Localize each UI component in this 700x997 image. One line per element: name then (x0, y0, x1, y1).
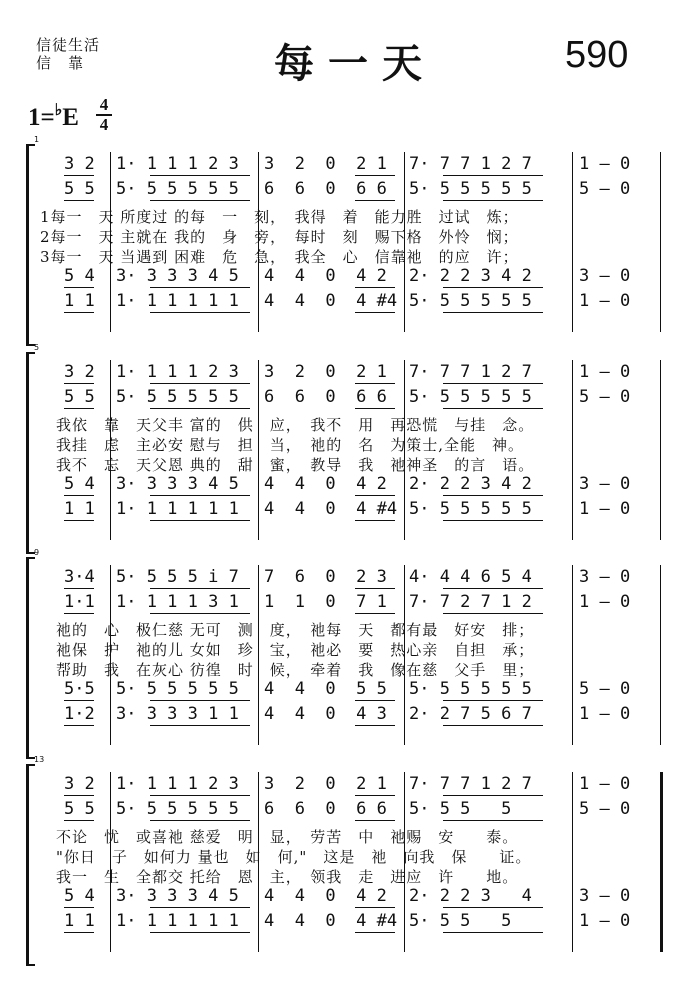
beam (64, 312, 94, 313)
beam (355, 383, 395, 384)
beam (355, 200, 395, 201)
bass-measure: 4 4 0 4 #4 (264, 911, 398, 931)
key-prefix: 1= (28, 104, 55, 131)
tenor-measure: 4 4 0 4 2 (264, 474, 387, 494)
lyric-line: 我依 靠 天父丰 富的 供 应， 我不 用 再恐慌 与挂 念。 (40, 416, 535, 434)
score-system (0, 343, 700, 553)
alto-part (60, 387, 660, 411)
bass-measure: 1·2 (64, 704, 95, 724)
beam (443, 932, 543, 933)
bass-measure: 1· 1 1 1 1 1 (116, 911, 239, 931)
soprano-measure: 7· 7 7 1 2 7 (409, 362, 532, 382)
alto-measure: 1·1 (64, 592, 95, 612)
soprano-measure: 1 – 0 (579, 154, 631, 174)
alto-measure: 5· 5 5 5 5 5 (409, 387, 532, 407)
alto-part (60, 592, 660, 616)
bass-measure: 1 1 (64, 291, 95, 311)
soprano-part (60, 567, 660, 591)
beam (150, 795, 250, 796)
soprano-measure: 1· 1 1 1 2 3 (116, 154, 239, 174)
beam (355, 795, 395, 796)
flat-sign: ♭ (54, 102, 63, 119)
beam (64, 200, 94, 201)
beam (64, 907, 94, 908)
beam (443, 588, 543, 589)
beam (64, 383, 94, 384)
soprano-measure: 3 – 0 (579, 567, 631, 587)
beam (443, 312, 543, 313)
beam (64, 408, 94, 409)
alto-measure: 5· 5 5 5 5 5 (116, 387, 239, 407)
alto-part (60, 179, 660, 203)
beam (355, 820, 395, 821)
tenor-measure: 4 4 0 4 2 (264, 886, 387, 906)
beam (355, 725, 395, 726)
alto-measure: 5 5 (64, 387, 95, 407)
bass-part (60, 499, 660, 523)
alto-measure: 7· 7 2 7 1 2 (409, 592, 532, 612)
bass-measure: 1 – 0 (579, 704, 631, 724)
beam (64, 820, 94, 821)
beam (64, 932, 94, 933)
beam (64, 495, 94, 496)
lyric-line: "你日 子 如何力 量也 如 何," 这是 祂 向我 保 证。 (40, 848, 532, 866)
beam (355, 588, 395, 589)
beam (443, 287, 543, 288)
score-system (0, 135, 700, 345)
soprano-measure: 1· 1 1 1 2 3 (116, 774, 239, 794)
beam (443, 820, 543, 821)
alto-measure: 5· 5 5 5 5 5 (409, 179, 532, 199)
system-bracket (26, 764, 35, 966)
beam (64, 588, 94, 589)
bass-measure: 1 – 0 (579, 499, 631, 519)
system-bracket (26, 557, 35, 759)
soprano-measure: 3 2 (64, 154, 95, 174)
tenor-part (60, 886, 660, 910)
beam (64, 175, 94, 176)
tenor-measure: 5· 5 5 5 5 5 (116, 679, 239, 699)
beam (64, 700, 94, 701)
beam (150, 312, 250, 313)
time-signature (96, 97, 112, 133)
lyric-line: 我一 生 全都交 托给 恩 主， 领我 走 进应 许 地。 (40, 868, 519, 886)
beam (443, 383, 543, 384)
alto-measure: 6 6 0 6 6 (264, 387, 387, 407)
beam (443, 200, 543, 201)
beam (355, 495, 395, 496)
soprano-measure: 5· 5 5 5 i 7 (116, 567, 239, 587)
beam (355, 932, 395, 933)
beam (443, 907, 543, 908)
tenor-measure: 2· 2 2 3 4 2 (409, 266, 532, 286)
beam (150, 907, 250, 908)
alto-measure: 5 5 (64, 799, 95, 819)
measure-number: 1 (34, 135, 40, 144)
bass-measure: 3· 3 3 3 1 1 (116, 704, 239, 724)
lyric-line: 祂的 心 极仁慈 无可 测 度， 祂每 天 都有最 好安 排； (40, 621, 535, 639)
alto-measure: 1 1 0 7 1 (264, 592, 387, 612)
bass-measure: 5· 5 5 5 5 5 (409, 291, 532, 311)
beam (64, 613, 94, 614)
beam (150, 175, 250, 176)
beam (355, 907, 395, 908)
beam (443, 408, 543, 409)
soprano-measure: 7 6 0 2 3 (264, 567, 387, 587)
soprano-measure: 3 2 (64, 362, 95, 382)
bass-measure: 4 4 0 4 #4 (264, 499, 398, 519)
beam (64, 725, 94, 726)
tenor-measure: 3 – 0 (579, 474, 631, 494)
category-label: 信徒生活 (36, 36, 101, 54)
beam (355, 287, 395, 288)
lyric-line: 祂保 护 祂的儿 女如 珍 宝， 祂必 要 热心亲 自担 承； (40, 641, 535, 659)
alto-measure: 6 6 0 6 6 (264, 799, 387, 819)
time-signature-bottom: 4 (99, 115, 109, 134)
lyric-line: 我挂 虑 主必安 慰与 担 当， 祂的 名 为策士,全能 神。 (40, 436, 525, 454)
lyric-line: 我不 忘 天父恩 典的 甜 蜜， 教导 我 祂神圣 的言 语。 (40, 456, 535, 474)
soprano-measure: 3 2 (64, 774, 95, 794)
beam (443, 613, 543, 614)
tenor-measure: 5 4 (64, 886, 95, 906)
beam (355, 175, 395, 176)
beam (150, 520, 250, 521)
bass-part (60, 704, 660, 728)
tenor-part (60, 474, 660, 498)
bass-measure: 1 – 0 (579, 291, 631, 311)
soprano-measure: 3 2 0 2 1 (264, 774, 387, 794)
beam (355, 700, 395, 701)
soprano-measure: 1 – 0 (579, 774, 631, 794)
system-bracket (26, 352, 35, 554)
soprano-measure: 4· 4 4 6 5 4 (409, 567, 532, 587)
tenor-measure: 4 4 0 5 5 (264, 679, 387, 699)
system-bracket (26, 144, 35, 346)
bass-measure: 1· 1 1 1 1 1 (116, 291, 239, 311)
lyric-line: 2每一 天 主就在 我的 身 旁， 每时 刻 赐下格 外怜 悯； (40, 228, 519, 246)
tenor-measure: 3· 3 3 3 4 5 (116, 474, 239, 494)
beam (150, 495, 250, 496)
tenor-measure: 3 – 0 (579, 266, 631, 286)
beam (355, 408, 395, 409)
bass-measure: 4 4 0 4 #4 (264, 291, 398, 311)
alto-measure: 5 – 0 (579, 179, 631, 199)
alto-measure: 5 – 0 (579, 799, 631, 819)
beam (150, 383, 250, 384)
bass-measure: 1 – 0 (579, 911, 631, 931)
alto-measure: 5· 5 5 5 5 5 (116, 179, 239, 199)
beam (443, 520, 543, 521)
bass-part (60, 911, 660, 935)
beam (443, 795, 543, 796)
alto-measure: 5 – 0 (579, 387, 631, 407)
score-system (0, 548, 700, 758)
soprano-measure: 1 – 0 (579, 362, 631, 382)
alto-measure: 1 – 0 (579, 592, 631, 612)
alto-measure: 5· 5 5 5 (409, 799, 512, 819)
tenor-measure: 5 – 0 (579, 679, 631, 699)
bass-measure: 1 1 (64, 911, 95, 931)
beam (443, 175, 543, 176)
beam (443, 495, 543, 496)
beam (355, 520, 395, 521)
lyric-line: 3每一 天 当遇到 困难 危 急， 我全 心 信靠祂 的应 许； (40, 248, 519, 266)
beam (150, 725, 250, 726)
beam (443, 700, 543, 701)
alto-measure: 6 6 0 6 6 (264, 179, 387, 199)
tenor-measure: 5·5 (64, 679, 95, 699)
lyric-line: 不论 忧 或喜祂 慈爱 明 显， 劳苦 中 祂赐 安 泰。 (40, 828, 519, 846)
bass-measure: 5· 5 5 5 5 5 (409, 499, 532, 519)
tenor-measure: 5 4 (64, 266, 95, 286)
beam (443, 725, 543, 726)
bass-measure: 1 1 (64, 499, 95, 519)
score-system (0, 755, 700, 965)
soprano-measure: 7· 7 7 1 2 7 (409, 154, 532, 174)
bass-part (60, 291, 660, 315)
measure-number: 9 (34, 548, 40, 557)
tenor-part (60, 266, 660, 290)
beam (64, 520, 94, 521)
soprano-measure: 3 2 0 2 1 (264, 154, 387, 174)
alto-measure: 5· 5 5 5 5 5 (116, 799, 239, 819)
beam (150, 700, 250, 701)
tenor-measure: 3· 3 3 3 4 5 (116, 886, 239, 906)
tenor-measure: 2· 2 2 3 4 2 (409, 474, 532, 494)
bass-measure: 1· 1 1 1 1 1 (116, 499, 239, 519)
tenor-measure: 5· 5 5 5 5 5 (409, 679, 532, 699)
beam (150, 613, 250, 614)
bass-measure: 2· 2 7 5 6 7 (409, 704, 532, 724)
soprano-part (60, 154, 660, 178)
tenor-measure: 2· 2 2 3 4 (409, 886, 532, 906)
subcategory-label: 信 靠 (36, 54, 85, 72)
key-signature (28, 100, 79, 132)
key-letter: E (62, 104, 79, 131)
tenor-part (60, 679, 660, 703)
tenor-measure: 3 – 0 (579, 886, 631, 906)
alto-part (60, 799, 660, 823)
hymn-number: 590 (565, 34, 629, 76)
soprano-part (60, 362, 660, 386)
bass-measure: 4 4 0 4 3 (264, 704, 387, 724)
measure-number: 5 (34, 343, 40, 352)
hymn-title: 每一天 (274, 41, 436, 87)
beam (150, 200, 250, 201)
lyric-line: 1每一 天 所度过 的每 一 刻， 我得 着 能力胜 过试 炼； (40, 208, 519, 226)
tenor-measure: 4 4 0 4 2 (264, 266, 387, 286)
beam (150, 820, 250, 821)
beam (150, 588, 250, 589)
soprano-measure: 3 2 0 2 1 (264, 362, 387, 382)
beam (64, 795, 94, 796)
lyric-line: 帮助 我 在灰心 彷徨 时 候， 牵着 我 像在慈 父手 里； (40, 661, 535, 679)
beam (355, 613, 395, 614)
tenor-measure: 5 4 (64, 474, 95, 494)
beam (150, 932, 250, 933)
beam (150, 287, 250, 288)
alto-measure: 1· 1 1 1 3 1 (116, 592, 239, 612)
time-signature-top: 4 (99, 95, 109, 114)
beam (64, 287, 94, 288)
soprano-measure: 3·4 (64, 567, 95, 587)
soprano-measure: 1· 1 1 1 2 3 (116, 362, 239, 382)
beam (150, 408, 250, 409)
soprano-part (60, 774, 660, 798)
bass-measure: 5· 5 5 5 (409, 911, 512, 931)
tenor-measure: 3· 3 3 3 4 5 (116, 266, 239, 286)
alto-measure: 5 5 (64, 179, 95, 199)
beam (355, 312, 395, 313)
soprano-measure: 7· 7 7 1 2 7 (409, 774, 532, 794)
measure-number: 13 (34, 755, 45, 764)
